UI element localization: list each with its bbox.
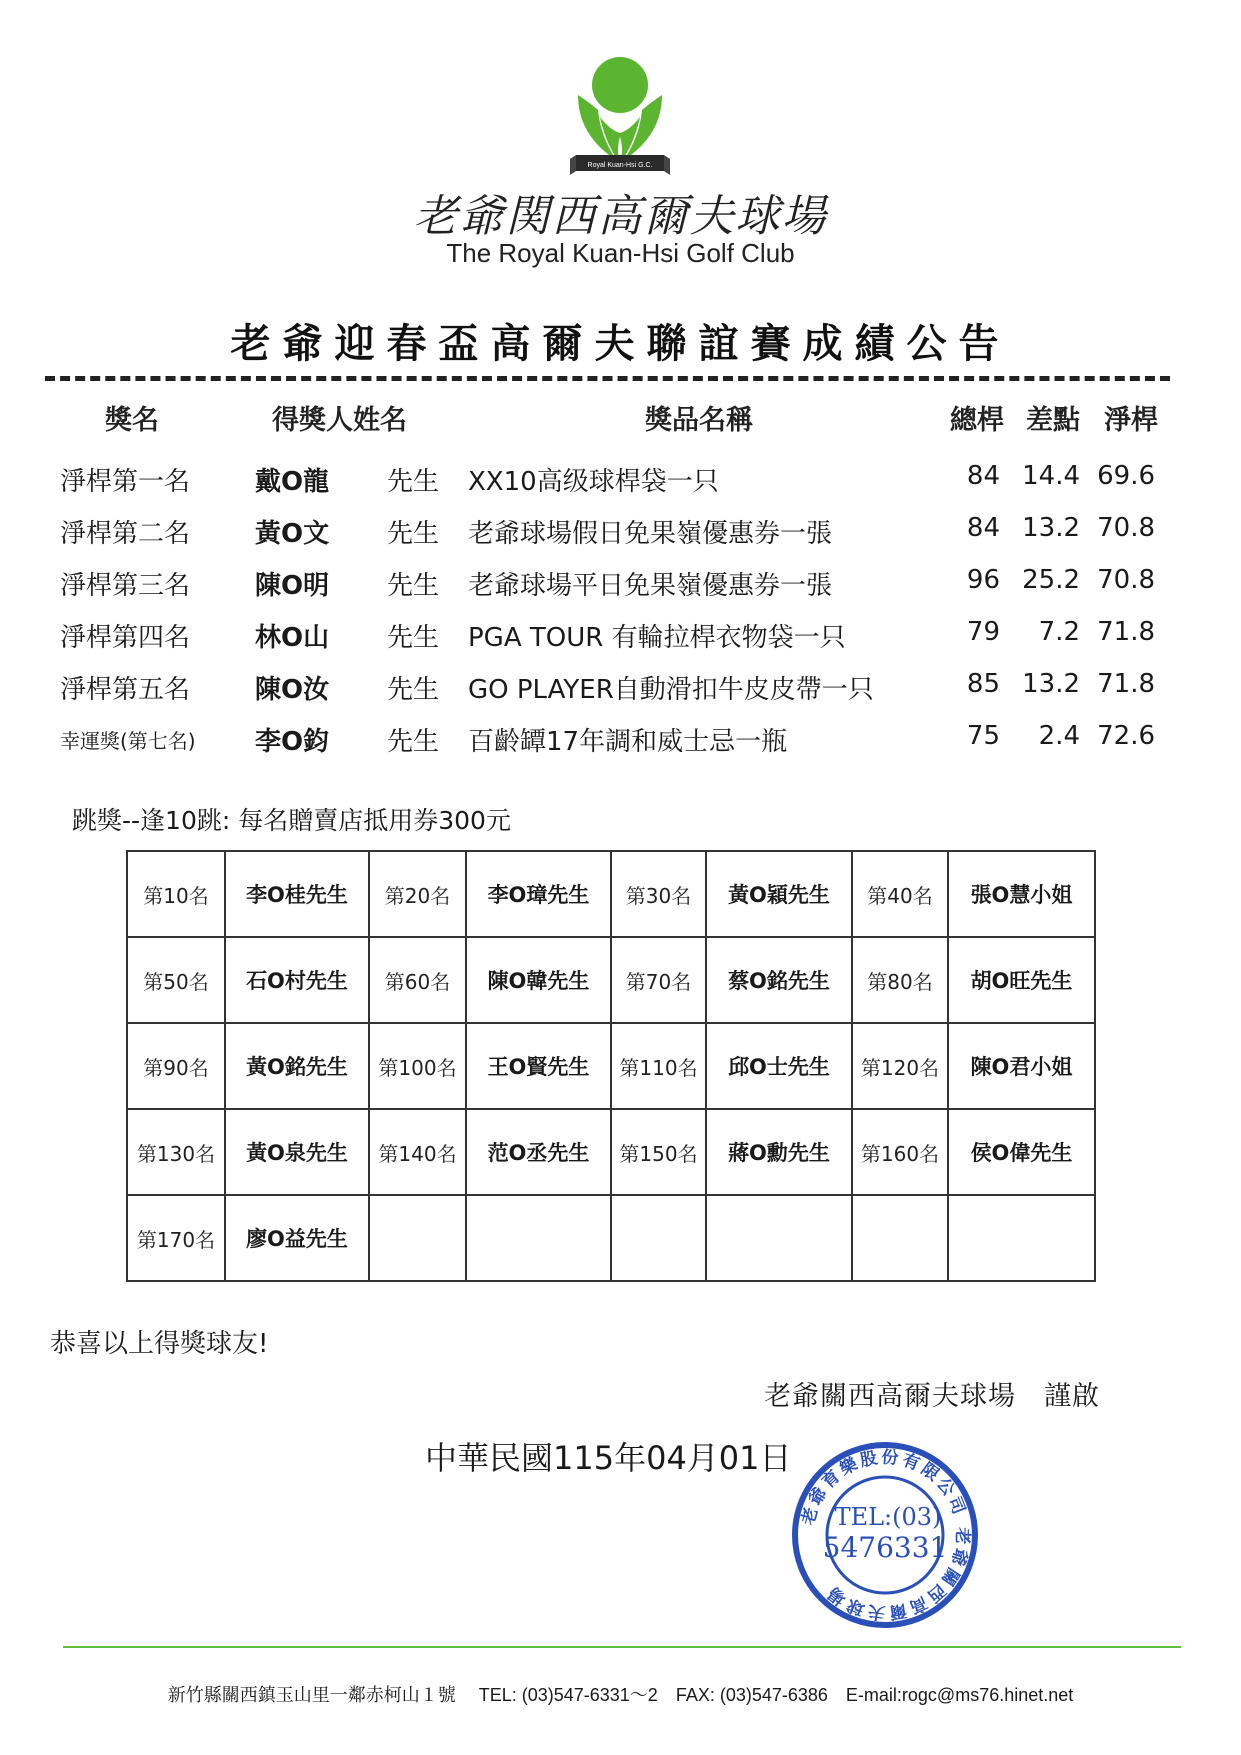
result-row: [0, 461, 1241, 505]
table-row: [127, 1109, 1095, 1195]
result-row: [0, 721, 1241, 765]
signature-text: 老爺關西高爾夫球場 謹啟: [764, 1381, 1100, 1412]
jump-award-table: [126, 850, 1096, 1282]
rank-cell: [369, 1195, 466, 1281]
header-award: 獎名: [105, 405, 159, 436]
gross-score: 85: [966, 669, 1000, 699]
prize-name: GO PLAYER自動滑扣牛皮皮帶一只: [468, 675, 874, 705]
winner-name: 黃O文: [255, 519, 330, 549]
net-score: 71.8: [1097, 617, 1155, 647]
winner-cell: 王O賢先生: [466, 1023, 611, 1109]
gross-score: 84: [966, 461, 1000, 491]
rank-cell: 第10名: [127, 851, 225, 937]
award-name: 幸運獎(第七名): [60, 729, 196, 753]
award-name: 淨桿第三名: [60, 571, 191, 601]
winner-name: 陳O汝: [255, 675, 330, 705]
prize-name: XX10高级球桿袋一只: [468, 467, 719, 497]
winner-cell: 黃O銘先生: [225, 1023, 369, 1109]
table-row: [127, 1195, 1095, 1281]
handicap: 2.4: [1038, 721, 1080, 751]
result-row: [0, 669, 1241, 713]
winner-cell: 蔡O銘先生: [706, 937, 852, 1023]
result-row: [0, 565, 1241, 609]
prize-name: 老爺球場平日免果嶺優惠券一張: [468, 571, 833, 601]
winner-cell: 陳O君小姐: [948, 1023, 1095, 1109]
winner-title: 先生: [387, 571, 440, 601]
club-logo-icon: [570, 55, 670, 180]
prize-name: 百齡罈17年調和威士忌一瓶: [468, 727, 788, 757]
gross-score: 96: [966, 565, 1000, 595]
rank-cell: 第150名: [611, 1109, 706, 1195]
net-score: 69.6: [1097, 461, 1155, 491]
rank-cell: 第40名: [852, 851, 948, 937]
winner-cell: 張O慧小姐: [948, 851, 1095, 937]
winner-cell: 廖O益先生: [225, 1195, 369, 1281]
rank-cell: 第50名: [127, 937, 225, 1023]
award-name: 淨桿第一名: [60, 467, 191, 497]
winner-cell: 黃O穎先生: [706, 851, 852, 937]
prize-name: 老爺球場假日免果嶺優惠券一張: [468, 519, 833, 549]
winner-cell: 胡O旺先生: [948, 937, 1095, 1023]
rank-cell: 第30名: [611, 851, 706, 937]
header-net: 淨桿: [1104, 405, 1158, 436]
rank-cell: 第70名: [611, 937, 706, 1023]
winner-cell: 邱O士先生: [706, 1023, 852, 1109]
rank-cell: [852, 1195, 948, 1281]
rank-cell: 第110名: [611, 1023, 706, 1109]
club-name-chinese: 老爺関西高爾夫球場: [413, 191, 828, 242]
company-seal-icon: [790, 1440, 980, 1630]
header-handicap: 差點: [1026, 405, 1080, 436]
handicap: 14.4: [1022, 461, 1080, 491]
winner-cell: 石O村先生: [225, 937, 369, 1023]
award-name: 淨桿第二名: [60, 519, 191, 549]
winner-name: 李O鈞: [255, 727, 330, 757]
winner-name: 戴O龍: [255, 467, 330, 497]
rank-cell: 第170名: [127, 1195, 225, 1281]
winner-name: 林O山: [255, 623, 330, 653]
footer-contact-info: 新竹縣關西鎮玉山里一鄰赤柯山１號 TEL: (03)547-6331～2 FAX: (03)547-6386 E-mail:rogc@ms76.hinet.net: [167, 1685, 1074, 1705]
seal-tel-number: 5476331: [822, 1531, 948, 1564]
winner-title: 先生: [387, 727, 440, 757]
rank-cell: 第20名: [369, 851, 466, 937]
net-score: 72.6: [1097, 721, 1155, 751]
rank-cell: 第80名: [852, 937, 948, 1023]
award-name: 淨桿第四名: [60, 623, 191, 653]
header-winner-name: 得獎人姓名: [272, 405, 407, 436]
winner-title: 先生: [387, 467, 440, 497]
prize-name: PGA TOUR 有輪拉桿衣物袋一只: [468, 623, 846, 653]
gross-score: 79: [966, 617, 1000, 647]
winner-cell: 范O丞先生: [466, 1109, 611, 1195]
table-row: [127, 851, 1095, 937]
winner-cell: [706, 1195, 852, 1281]
handicap: 25.2: [1022, 565, 1080, 595]
club-name-english: The Royal Kuan-Hsi Golf Club: [446, 238, 795, 268]
handicap: 13.2: [1022, 513, 1080, 543]
award-name: 淨桿第五名: [60, 675, 191, 705]
seal-outer-text: 老爺育樂股份有限公司 老爺關西高爾夫球場: [798, 1447, 973, 1623]
winner-cell: 黃O泉先生: [225, 1109, 369, 1195]
handicap: 7.2: [1038, 617, 1080, 647]
result-row: [0, 617, 1241, 661]
rank-cell: 第140名: [369, 1109, 466, 1195]
seal-tel-label: TEL:(03): [834, 1503, 942, 1531]
table-row: [127, 1023, 1095, 1109]
net-score: 70.8: [1097, 513, 1155, 543]
dashed-divider: [45, 376, 1170, 381]
document-title: 老爺迎春盃高爾夫聯誼賽成績公告: [230, 321, 1011, 367]
winner-title: 先生: [387, 623, 440, 653]
winner-cell: 侯O偉先生: [948, 1109, 1095, 1195]
table-row: [127, 937, 1095, 1023]
congratulations-text: 恭喜以上得獎球友!: [50, 1329, 269, 1359]
jump-award-note: 跳獎--逢10跳: 每名贈賣店抵用券300元: [72, 806, 511, 835]
net-score: 71.8: [1097, 669, 1155, 699]
winner-cell: [466, 1195, 611, 1281]
rank-cell: 第160名: [852, 1109, 948, 1195]
rank-cell: [611, 1195, 706, 1281]
winner-cell: 李O桂先生: [225, 851, 369, 937]
winner-title: 先生: [387, 675, 440, 705]
winner-cell: 陳O韓先生: [466, 937, 611, 1023]
logo-ribbon-text: Royal Kuan-Hsi G.C.: [587, 162, 653, 169]
rank-cell: 第130名: [127, 1109, 225, 1195]
winner-name: 陳O明: [255, 571, 330, 601]
announcement-date: 中華民國115年04月01日: [425, 1439, 792, 1477]
rank-cell: 第90名: [127, 1023, 225, 1109]
net-score: 70.8: [1097, 565, 1155, 595]
handicap: 13.2: [1022, 669, 1080, 699]
header-prize: 獎品名稱: [645, 405, 753, 436]
gross-score: 84: [966, 513, 1000, 543]
winner-title: 先生: [387, 519, 440, 549]
rank-cell: 第100名: [369, 1023, 466, 1109]
header-gross: 總桿: [950, 405, 1004, 436]
rank-cell: 第120名: [852, 1023, 948, 1109]
winner-cell: [948, 1195, 1095, 1281]
gross-score: 75: [966, 721, 1000, 751]
rank-cell: 第60名: [369, 937, 466, 1023]
winner-cell: 李O璋先生: [466, 851, 611, 937]
winner-cell: 蔣O勳先生: [706, 1109, 852, 1195]
result-row: [0, 513, 1241, 557]
footer-divider: [63, 1646, 1181, 1648]
